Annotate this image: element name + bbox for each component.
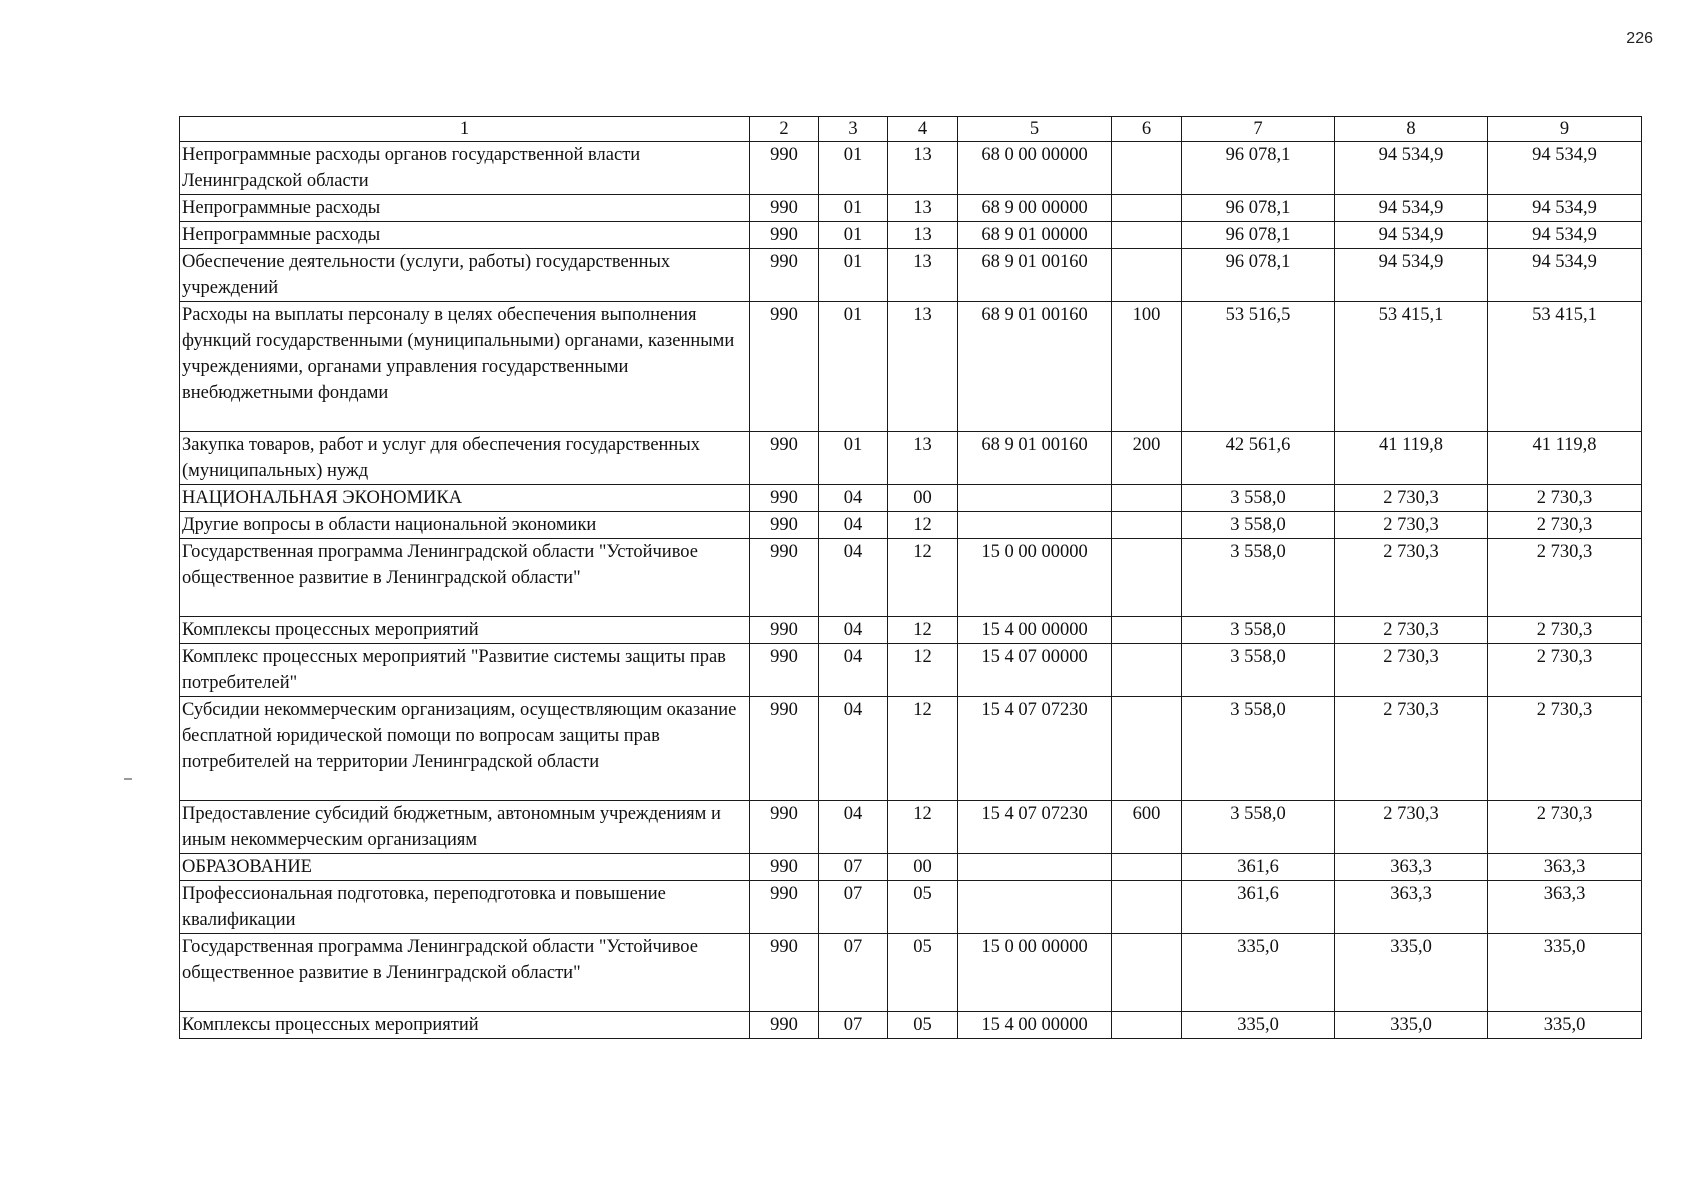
department-code-cell: 990	[750, 249, 819, 302]
section-code-cell: 04	[819, 801, 888, 854]
amount-year2-cell: 2 730,3	[1335, 617, 1488, 644]
target-article-cell: 15 0 00 00000	[958, 934, 1112, 1012]
expense-name-cell: Другие вопросы в области национальной экономики	[180, 512, 750, 539]
subsection-code-cell: 13	[888, 302, 958, 432]
amount-year3-cell: 2 730,3	[1488, 617, 1642, 644]
target-article-cell: 68 9 00 00000	[958, 195, 1112, 222]
department-code-cell: 990	[750, 697, 819, 801]
expense-type-cell	[1112, 617, 1182, 644]
amount-year1-cell: 361,6	[1182, 854, 1335, 881]
section-code-cell: 01	[819, 249, 888, 302]
table-row	[180, 881, 1642, 934]
amount-year3-cell: 53 415,1	[1488, 302, 1642, 432]
target-article-cell: 15 4 07 07230	[958, 697, 1112, 801]
section-code-cell: 01	[819, 432, 888, 485]
subsection-code-cell: 12	[888, 512, 958, 539]
column-header: 3	[819, 117, 888, 142]
expense-name-cell: Профессиональная подготовка, переподготовка и повышение квалификации	[180, 881, 750, 934]
section-code-cell: 07	[819, 854, 888, 881]
amount-year1-cell: 335,0	[1182, 1012, 1335, 1039]
amount-year3-cell: 2 730,3	[1488, 512, 1642, 539]
expense-name-cell: Субсидии некоммерческим организациям, осуществляющим оказание бесплатной юридической помощи по вопросам защиты прав потребителей на территории Ленинградской области	[180, 697, 750, 801]
column-header: 8	[1335, 117, 1488, 142]
subsection-code-cell: 13	[888, 249, 958, 302]
section-code-cell: 01	[819, 302, 888, 432]
amount-year2-cell: 363,3	[1335, 881, 1488, 934]
subsection-code-cell: 13	[888, 222, 958, 249]
target-article-cell: 15 0 00 00000	[958, 539, 1112, 617]
table-row	[180, 485, 1642, 512]
subsection-code-cell: 13	[888, 195, 958, 222]
amount-year3-cell: 41 119,8	[1488, 432, 1642, 485]
amount-year1-cell: 3 558,0	[1182, 539, 1335, 617]
amount-year3-cell: 335,0	[1488, 1012, 1642, 1039]
expense-type-cell	[1112, 485, 1182, 512]
table-body	[180, 142, 1642, 1039]
section-code-cell: 07	[819, 1012, 888, 1039]
expense-name-cell: Комплекс процессных мероприятий "Развитие системы защиты прав потребителей"	[180, 644, 750, 697]
expense-type-cell	[1112, 222, 1182, 249]
amount-year3-cell: 363,3	[1488, 854, 1642, 881]
expense-type-cell	[1112, 195, 1182, 222]
budget-table	[179, 116, 1642, 1039]
subsection-code-cell: 12	[888, 801, 958, 854]
expense-type-cell	[1112, 881, 1182, 934]
expense-name-cell: Комплексы процессных мероприятий	[180, 617, 750, 644]
subsection-code-cell: 12	[888, 644, 958, 697]
table-row	[180, 617, 1642, 644]
amount-year2-cell: 363,3	[1335, 854, 1488, 881]
section-code-cell: 01	[819, 222, 888, 249]
page-number: 226	[1626, 30, 1653, 47]
target-article-cell	[958, 485, 1112, 512]
expense-name-cell: Непрограммные расходы	[180, 195, 750, 222]
amount-year2-cell: 41 119,8	[1335, 432, 1488, 485]
department-code-cell: 990	[750, 617, 819, 644]
expense-type-cell	[1112, 539, 1182, 617]
table-row	[180, 432, 1642, 485]
target-article-cell: 15 4 07 07230	[958, 801, 1112, 854]
expense-type-cell	[1112, 1012, 1182, 1039]
table-row	[180, 539, 1642, 617]
table-row	[180, 854, 1642, 881]
department-code-cell: 990	[750, 142, 819, 195]
amount-year2-cell: 94 534,9	[1335, 222, 1488, 249]
table-row	[180, 302, 1642, 432]
table-row	[180, 195, 1642, 222]
amount-year2-cell: 53 415,1	[1335, 302, 1488, 432]
amount-year1-cell: 361,6	[1182, 881, 1335, 934]
section-code-cell: 04	[819, 539, 888, 617]
amount-year2-cell: 2 730,3	[1335, 801, 1488, 854]
amount-year2-cell: 2 730,3	[1335, 644, 1488, 697]
subsection-code-cell: 05	[888, 934, 958, 1012]
table-row	[180, 934, 1642, 1012]
target-article-cell: 68 9 01 00000	[958, 222, 1112, 249]
amount-year2-cell: 94 534,9	[1335, 249, 1488, 302]
department-code-cell: 990	[750, 881, 819, 934]
amount-year3-cell: 2 730,3	[1488, 539, 1642, 617]
target-article-cell: 68 0 00 00000	[958, 142, 1112, 195]
amount-year3-cell: 94 534,9	[1488, 222, 1642, 249]
amount-year2-cell: 2 730,3	[1335, 512, 1488, 539]
section-code-cell: 07	[819, 881, 888, 934]
amount-year1-cell: 3 558,0	[1182, 801, 1335, 854]
department-code-cell: 990	[750, 644, 819, 697]
amount-year1-cell: 3 558,0	[1182, 485, 1335, 512]
target-article-cell: 68 9 01 00160	[958, 302, 1112, 432]
target-article-cell: 68 9 01 00160	[958, 432, 1112, 485]
amount-year1-cell: 3 558,0	[1182, 617, 1335, 644]
section-code-cell: 01	[819, 142, 888, 195]
amount-year2-cell: 2 730,3	[1335, 539, 1488, 617]
amount-year2-cell: 94 534,9	[1335, 142, 1488, 195]
section-code-cell: 04	[819, 697, 888, 801]
expense-type-cell	[1112, 249, 1182, 302]
amount-year3-cell: 2 730,3	[1488, 644, 1642, 697]
subsection-code-cell: 05	[888, 1012, 958, 1039]
expense-name-cell: Непрограммные расходы органов государственной власти Ленинградской области	[180, 142, 750, 195]
department-code-cell: 990	[750, 512, 819, 539]
department-code-cell: 990	[750, 1012, 819, 1039]
department-code-cell: 990	[750, 854, 819, 881]
column-header: 6	[1112, 117, 1182, 142]
department-code-cell: 990	[750, 539, 819, 617]
amount-year2-cell: 335,0	[1335, 1012, 1488, 1039]
section-code-cell: 04	[819, 485, 888, 512]
amount-year3-cell: 94 534,9	[1488, 249, 1642, 302]
amount-year2-cell: 2 730,3	[1335, 485, 1488, 512]
expense-name-cell: НАЦИОНАЛЬНАЯ ЭКОНОМИКА	[180, 485, 750, 512]
section-code-cell: 01	[819, 195, 888, 222]
target-article-cell	[958, 854, 1112, 881]
department-code-cell: 990	[750, 934, 819, 1012]
subsection-code-cell: 12	[888, 697, 958, 801]
subsection-code-cell: 05	[888, 881, 958, 934]
amount-year3-cell: 335,0	[1488, 934, 1642, 1012]
amount-year1-cell: 3 558,0	[1182, 644, 1335, 697]
department-code-cell: 990	[750, 302, 819, 432]
subsection-code-cell: 12	[888, 539, 958, 617]
amount-year1-cell: 335,0	[1182, 934, 1335, 1012]
column-number-row	[180, 117, 1642, 142]
subsection-code-cell: 00	[888, 854, 958, 881]
target-article-cell	[958, 881, 1112, 934]
expense-name-cell: Расходы на выплаты персоналу в целях обеспечения выполнения функций государственными (муниципальными) органами, казенными учреждениями, органами управления государственными внебюджетными фондами	[180, 302, 750, 432]
table-row	[180, 801, 1642, 854]
amount-year3-cell: 2 730,3	[1488, 801, 1642, 854]
scan-artifact-mark	[124, 778, 132, 780]
expense-name-cell: ОБРАЗОВАНИЕ	[180, 854, 750, 881]
expense-name-cell: Комплексы процессных мероприятий	[180, 1012, 750, 1039]
amount-year3-cell: 94 534,9	[1488, 195, 1642, 222]
table-row	[180, 644, 1642, 697]
expense-name-cell: Обеспечение деятельности (услуги, работы) государственных учреждений	[180, 249, 750, 302]
column-header: 1	[180, 117, 750, 142]
expense-name-cell: Предоставление субсидий бюджетным, автономным учреждениям и иным некоммерческим организациям	[180, 801, 750, 854]
target-article-cell: 68 9 01 00160	[958, 249, 1112, 302]
expense-type-cell	[1112, 854, 1182, 881]
expense-type-cell: 200	[1112, 432, 1182, 485]
subsection-code-cell: 13	[888, 142, 958, 195]
department-code-cell: 990	[750, 801, 819, 854]
expense-type-cell: 600	[1112, 801, 1182, 854]
amount-year1-cell: 96 078,1	[1182, 249, 1335, 302]
department-code-cell: 990	[750, 195, 819, 222]
table-row	[180, 512, 1642, 539]
column-header: 9	[1488, 117, 1642, 142]
expense-type-cell	[1112, 512, 1182, 539]
expense-name-cell: Государственная программа Ленинградской области "Устойчивое общественное развитие в Ленинградской области"	[180, 539, 750, 617]
section-code-cell: 07	[819, 934, 888, 1012]
amount-year1-cell: 96 078,1	[1182, 142, 1335, 195]
target-article-cell: 15 4 00 00000	[958, 617, 1112, 644]
section-code-cell: 04	[819, 644, 888, 697]
amount-year1-cell: 3 558,0	[1182, 512, 1335, 539]
amount-year3-cell: 363,3	[1488, 881, 1642, 934]
amount-year3-cell: 2 730,3	[1488, 697, 1642, 801]
column-header: 4	[888, 117, 958, 142]
expense-name-cell: Непрограммные расходы	[180, 222, 750, 249]
subsection-code-cell: 00	[888, 485, 958, 512]
target-article-cell: 15 4 00 00000	[958, 1012, 1112, 1039]
amount-year2-cell: 335,0	[1335, 934, 1488, 1012]
table-row	[180, 142, 1642, 195]
column-header: 5	[958, 117, 1112, 142]
department-code-cell: 990	[750, 432, 819, 485]
amount-year1-cell: 3 558,0	[1182, 697, 1335, 801]
column-header: 7	[1182, 117, 1335, 142]
amount-year3-cell: 94 534,9	[1488, 142, 1642, 195]
expense-name-cell: Закупка товаров, работ и услуг для обеспечения государственных (муниципальных) нужд	[180, 432, 750, 485]
amount-year3-cell: 2 730,3	[1488, 485, 1642, 512]
expense-type-cell	[1112, 644, 1182, 697]
table-row	[180, 697, 1642, 801]
section-code-cell: 04	[819, 617, 888, 644]
table-row	[180, 249, 1642, 302]
amount-year1-cell: 96 078,1	[1182, 195, 1335, 222]
amount-year2-cell: 2 730,3	[1335, 697, 1488, 801]
subsection-code-cell: 13	[888, 432, 958, 485]
expense-type-cell: 100	[1112, 302, 1182, 432]
section-code-cell: 04	[819, 512, 888, 539]
expense-name-cell: Государственная программа Ленинградской области "Устойчивое общественное развитие в Ленинградской области"	[180, 934, 750, 1012]
table-row	[180, 222, 1642, 249]
target-article-cell	[958, 512, 1112, 539]
column-header: 2	[750, 117, 819, 142]
amount-year1-cell: 42 561,6	[1182, 432, 1335, 485]
department-code-cell: 990	[750, 222, 819, 249]
target-article-cell: 15 4 07 00000	[958, 644, 1112, 697]
department-code-cell: 990	[750, 485, 819, 512]
subsection-code-cell: 12	[888, 617, 958, 644]
amount-year2-cell: 94 534,9	[1335, 195, 1488, 222]
expense-type-cell	[1112, 142, 1182, 195]
table-row	[180, 1012, 1642, 1039]
expense-type-cell	[1112, 934, 1182, 1012]
expense-type-cell	[1112, 697, 1182, 801]
amount-year1-cell: 96 078,1	[1182, 222, 1335, 249]
amount-year1-cell: 53 516,5	[1182, 302, 1335, 432]
